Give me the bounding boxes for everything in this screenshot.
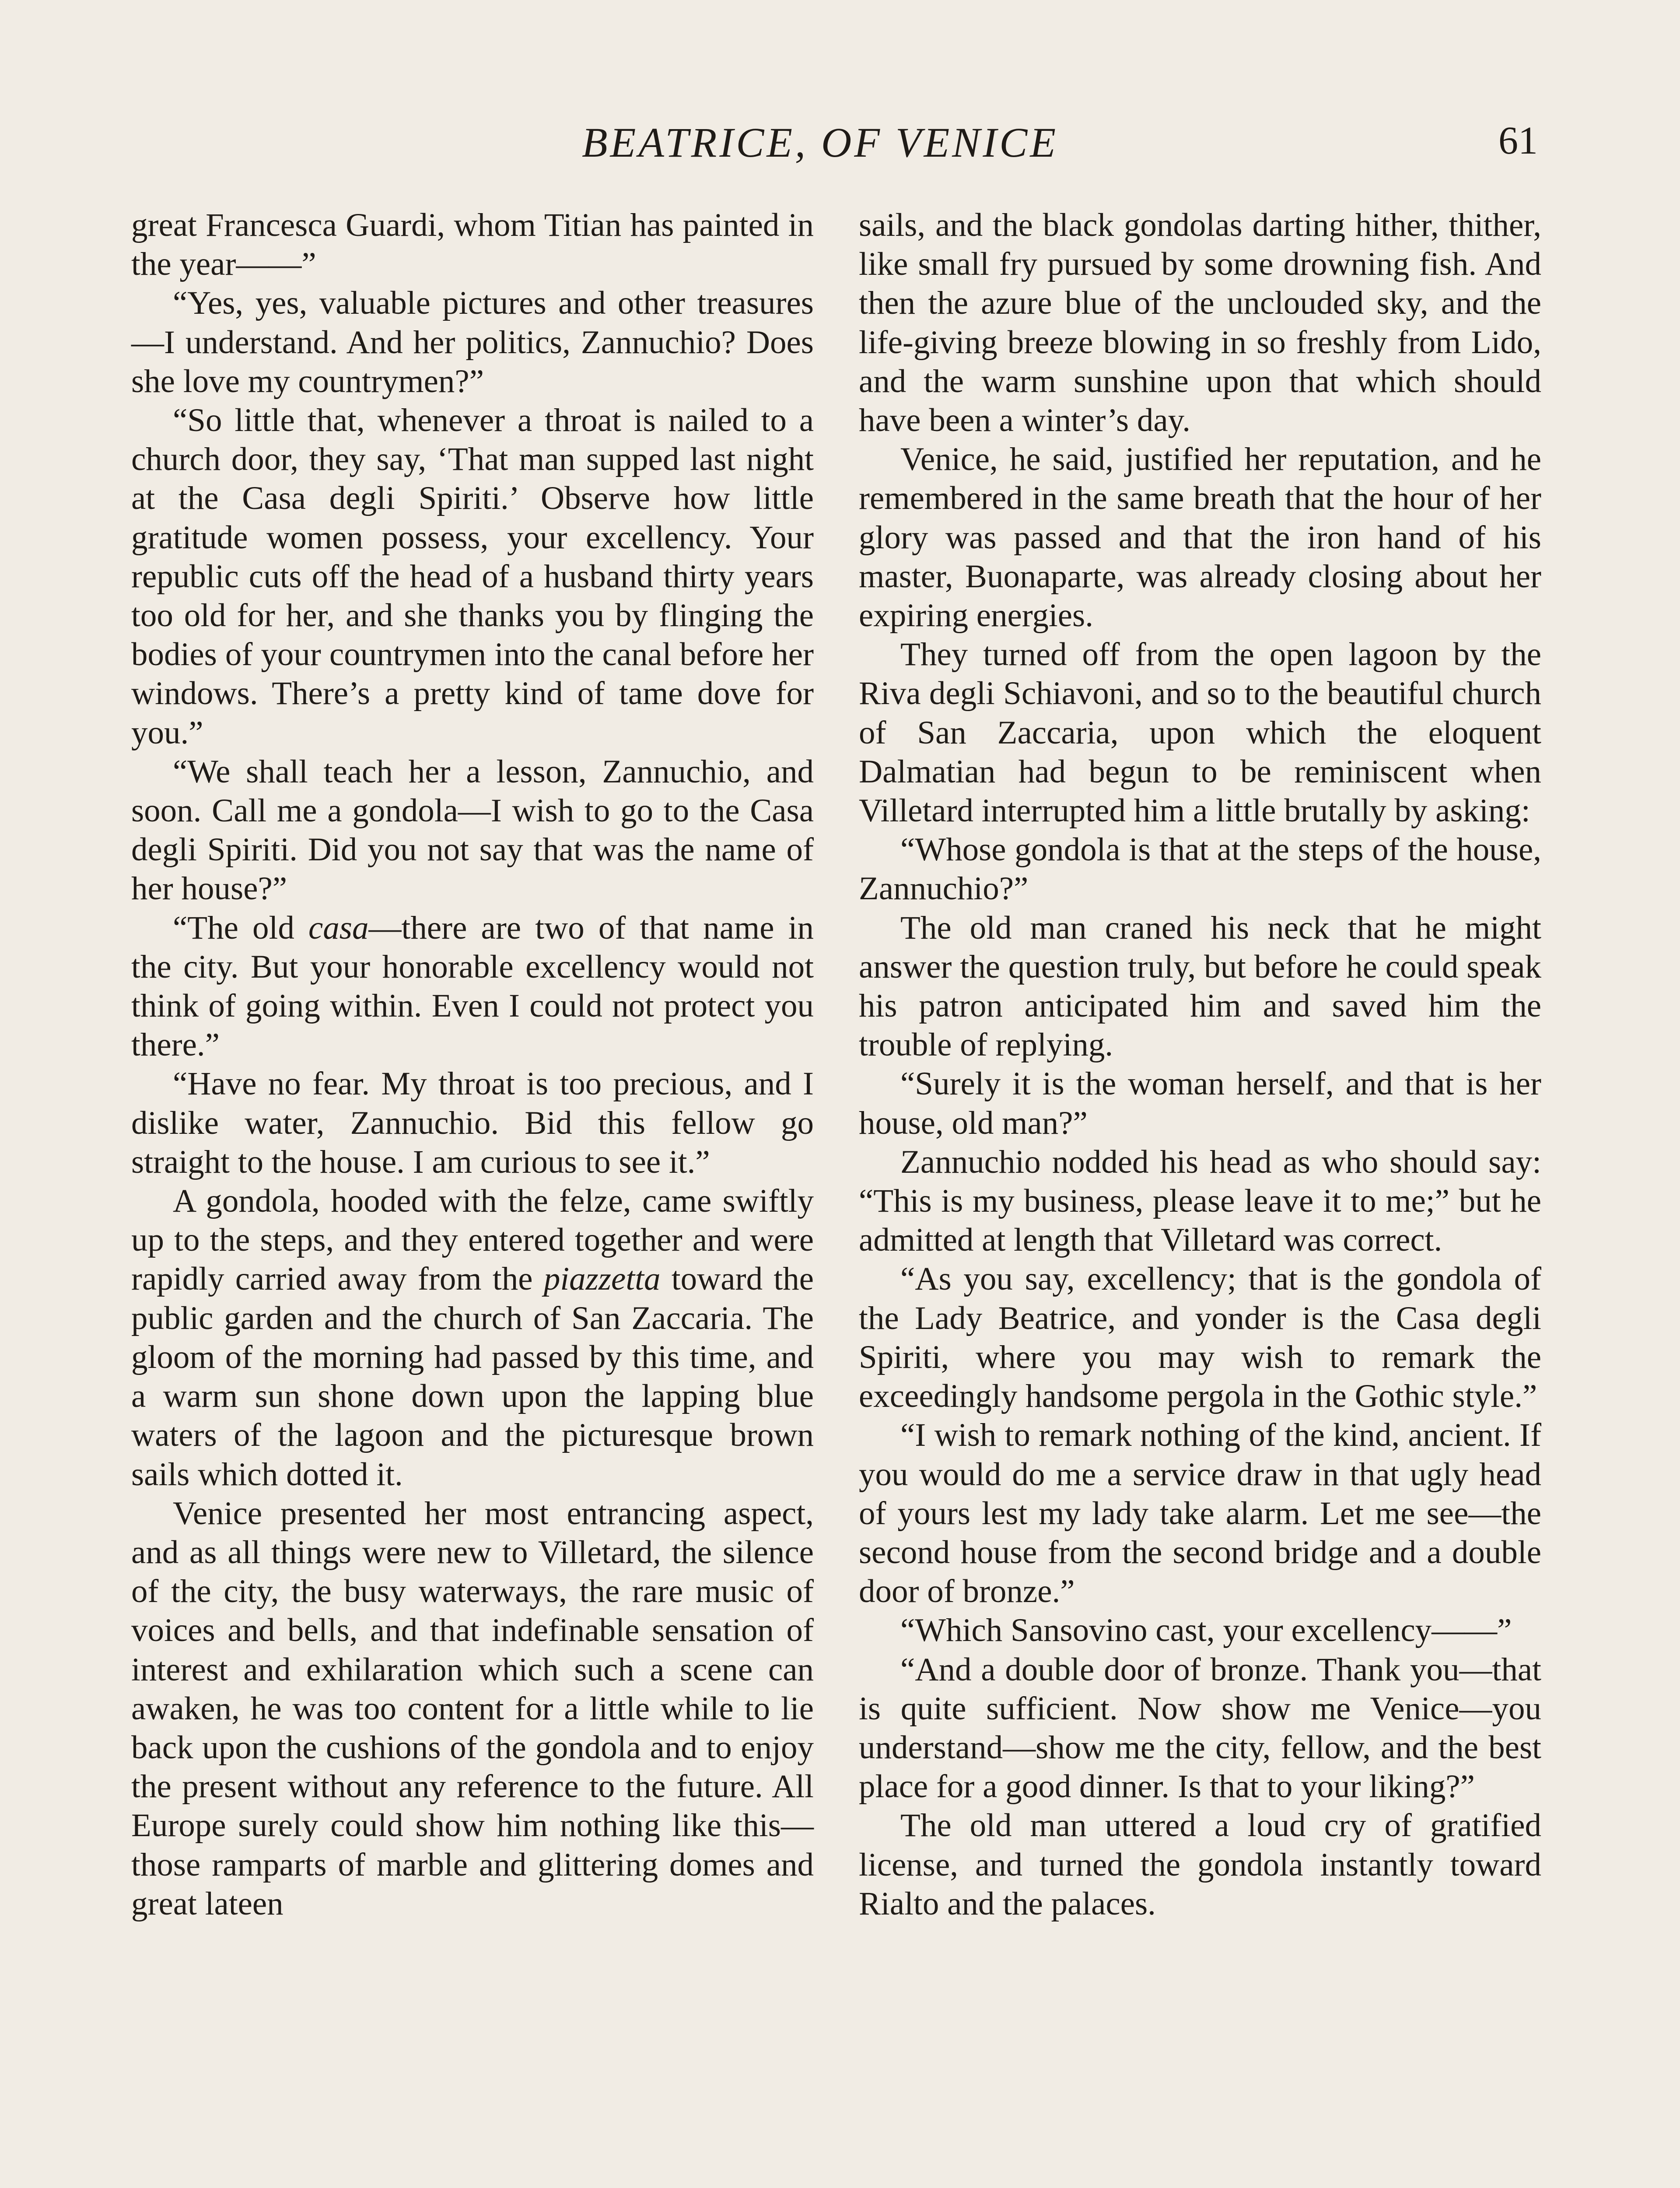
paragraph: The old man uttered a loud cry of gratified license, and turned the gondola instantly toward Rialto and the palaces.	[859, 1807, 1541, 1922]
paragraph: “Whose gondola is that at the steps of the house, Zannuchio?”	[859, 831, 1541, 907]
running-title: BEATRICE, OF VENICE	[582, 119, 1058, 166]
paragraph: They turned off from the open lagoon by the Riva degli Schiavoni, and so to the beautiful church of San Zaccaria, upon which the eloquent Dalmatian had begun to be reminiscent when Villetard interrupted him a little brutally by asking:	[859, 636, 1541, 829]
text-run: toward the public garden and the church of San Zaccaria. The gloom of the morning had passed by this time, and a warm sun shone down upon the lapping blue waters of the lagoon and the picturesque brown sails which dotted it.	[131, 1261, 814, 1493]
paragraph: “And a double door of bronze. Thank you—that is quite sufficient. Now show me Venice—you understand—show me the city, fellow, and the best place for a good dinner. Is that to your liking?”	[859, 1651, 1541, 1805]
text-run: A gondola, hooded with the felze, came swiftly up to the steps, and they entered together and were rapidly carried away from the	[131, 1183, 814, 1297]
paragraph: The old man craned his neck that he might answer the question truly, but before he could speak his patron anticipated him and saved him the trouble of replying.	[859, 909, 1541, 1063]
paragraph: “Yes, yes, valuable pictures and other treasures—I understand. And her politics, Zannuchio? Does she love my countrymen?”	[131, 285, 814, 400]
paragraph: “As you say, excellency; that is the gondola of the Lady Beatrice, and yonder is the Casa degli Spiriti, where you may wish to remark the exceedingly handsome pergola in the Gothic style.”	[859, 1261, 1541, 1415]
italic-word: piazzetta	[543, 1261, 661, 1297]
paragraph: “Surely it is the woman herself, and that is her house, old man?”	[859, 1066, 1541, 1141]
paragraph: “I wish to remark nothing of the kind, ancient. If you would do me a service draw in that ugly head of yours lest my lady take alarm. Let me see—the second house from the second bridge and a double door of bronze.”	[859, 1417, 1541, 1610]
paragraph	[131, 908, 814, 1065]
paragraph: Venice presented her most entrancing aspect, and as all things were new to Villetard, the silence of the city, the busy waterways, the rare music of voices and bells, and that indefinable sensation of interest and exhilaration which such a scene can awaken, he was too content for a little while to lie back upon the cushions of the gondola and to enjoy the present without any reference to the future. All Europe surely could show him nothing like this—those ramparts of marble and glittering domes and great lateen	[131, 1495, 814, 1922]
running-head	[0, 118, 1680, 171]
paragraph: sails, and the black gondolas darting hither, thither, like small fry pursued by some drowning fish. And then the azure blue of the unclouded sky, and the life-giving breeze blowing in so freshly from Lido, and the warm sunshine upon that which should have been a winter’s day.	[859, 207, 1541, 439]
paragraph: Zannuchio nodded his head as who should say: “This is my business, please leave it to me;” but he admitted at length that Villetard was correct.	[859, 1143, 1541, 1259]
paragraph: “We shall teach her a lesson, Zannuchio, and soon. Call me a gondola—I wish to go to the Casa degli Spiriti. Did you not say that was the name of her house?”	[131, 753, 814, 907]
right-column	[859, 206, 1541, 1923]
paragraph: “Have no fear. My throat is too precious, and I dislike water, Zannuchio. Bid this fellow go straight to the house. I am curious to see it.”	[131, 1066, 814, 1180]
text-run: —there are two of that name in the city. But your honorable excellency would not think of going within. Even I could not protect you there.”	[131, 909, 814, 1063]
text-run: “The old	[173, 909, 309, 946]
page-number: 61	[1498, 119, 1538, 162]
paragraph: great Francesca Guardi, whom Titian has painted in the year——”	[131, 207, 814, 283]
paragraph: “Which Sansovino cast, your excellency——”	[900, 1612, 1512, 1649]
italic-word: casa	[308, 909, 369, 946]
paragraph: Venice, he said, justified her reputation, and he remembered in the same breath that the hour of her glory was passed and that the iron hand of his master, Buonaparte, was already closing about her expiring energies.	[859, 441, 1541, 634]
paragraph	[131, 1182, 814, 1494]
paragraph: “So little that, whenever a throat is nailed to a church door, they say, ‘That man supped last night at the Casa degli Spiriti.’ Observe how little gratitude women possess, your excellency. Your republic cuts off the head of a husband thirty years too old for her, and she thanks you by flinging the bodies of your countrymen into the canal before her windows. There’s a pretty kind of tame dove for you.”	[131, 402, 814, 751]
left-column	[131, 206, 814, 1923]
